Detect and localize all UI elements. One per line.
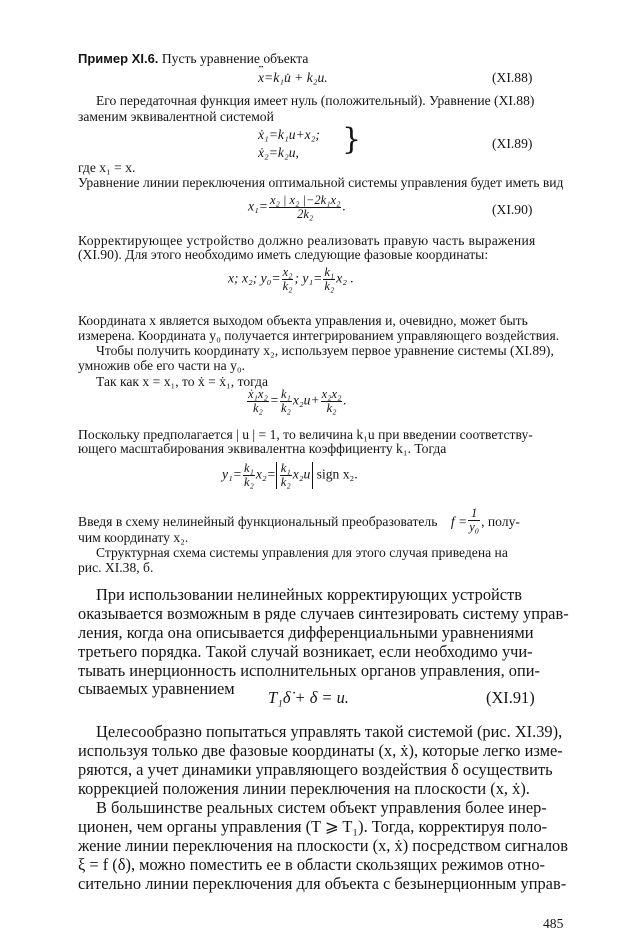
paragraph-9b: рис. XI.38, б. [78, 560, 154, 575]
eqA-frac3-den: k₂ [326, 401, 337, 415]
eq88-lhs: ¨ x [258, 70, 264, 85]
eqA-frac2-num: k₁ [280, 387, 291, 401]
body-line-11: В большинстве реальных систем объект управления более инер- [96, 798, 547, 817]
coords-b: ; y₁= [294, 270, 323, 286]
paragraph-7b: ющего масштабирования эквивалентна коэффициенту k₁. Тогда [78, 441, 447, 456]
body-line-1: При использовании нелинейных корректирующих устройств [96, 585, 522, 604]
body-line-5: тывать инерционность исполнительных органов управления, опи- [78, 661, 540, 680]
coords-frac1 [282, 266, 294, 293]
eqA-frac1-num: ẋ₁x₂ [248, 387, 268, 401]
equation-xi88 [258, 70, 328, 85]
paragraph-5: Чтобы получить координату x₂, используем первое уравнение системы (XI.89), [96, 343, 554, 358]
p9-frac-num: 1 [468, 507, 480, 521]
coords-frac1-den: k₂ [282, 279, 293, 293]
coords-c: x₂ . [336, 270, 354, 286]
body-line-9: ряются, а учет динамики управляющего воздействия δ осуществить [78, 760, 553, 779]
equation-xi90: x₁= $\frac{\text{x₂ | x₂ |−2k₁x₂}}{\text{2k₂}}$ . [248, 193, 346, 221]
paragraph-7: Поскольку предполагается | u | = 1, то величина k₁u при введении соответству- [78, 427, 533, 442]
equation-xi91: T₁δ̇ + δ = u. [268, 688, 349, 707]
p9-end: , полу- [481, 514, 520, 529]
eq90-numerator: x₂ | x₂ |−2k₁x₂ [269, 193, 341, 207]
eqA-frac3-num: x₂x₂ [321, 387, 342, 401]
body-line-15: сительно линии переключения для объекта с безынерционным управ- [78, 874, 567, 893]
eqB-mid: x₂= [255, 466, 276, 482]
coords-frac2 [323, 266, 335, 293]
paragraph-5b: умножив обе его части на y₀. [78, 358, 246, 373]
eqA-frac1 [247, 388, 269, 415]
right-brace-icon: } [342, 122, 362, 157]
equation-b [222, 462, 358, 489]
body-line-6: сываемых уравнением [78, 679, 235, 698]
eqA-frac2-den: k₂ [280, 401, 291, 415]
body-line-8: используя только две фазовые координаты (x, ẋ), которые легко изме- [78, 741, 563, 760]
eq89-number: (XI.89) [492, 136, 533, 151]
eqB-frac2 [280, 462, 292, 489]
eqB-frac1-den: k₂ [243, 475, 254, 489]
page-number: 485 [543, 916, 564, 931]
p9-text: Введя в схему нелинейный функциональный преобразователь [78, 514, 438, 529]
eq90-denominator: 2k₂ [297, 207, 314, 221]
p9-frac-den: y₀ [469, 520, 480, 534]
paragraph-1: Его передаточная функция имеет нуль (положительный). Уравнение (XI.88) [96, 93, 535, 108]
paragraph-9: Структурная схема системы управления для этого случая приведена на [96, 545, 508, 560]
eq89-line1: ẋ₁=k₁u+x₂; [258, 127, 320, 142]
eqA-mid: x₂u+ [292, 392, 320, 408]
p9-f: f = [450, 514, 468, 529]
phase-coordinates [228, 266, 354, 293]
paragraph-1b: заменим эквивалентной системой [78, 109, 274, 124]
paragraph-8b: чим координату x₂. [78, 530, 189, 545]
eq88-number: (XI.88) [492, 70, 533, 85]
paragraph-3: Корректирующее устройство должно реализовать правую часть выражения [78, 233, 536, 248]
coords-frac1-num: x₂ [282, 265, 293, 279]
eqA-eq: = [269, 392, 279, 408]
eq89-line2: ẋ₂=k₂u, [258, 145, 299, 160]
eqB-absolute [276, 462, 313, 489]
body-line-13: жение линии переключения на плоскости (x, ẋ) посредством сигналов [78, 836, 568, 855]
paragraph-4b: измерена. Координата y₀ получается интегрированием управляющего воздействия. [78, 328, 560, 343]
example-title: Пример XI.6. [78, 51, 159, 66]
eq91-number: (XI.91) [486, 688, 535, 707]
paragraph-6: Так как x = x₁, то ẋ = ẋ₁, тогда [96, 374, 268, 389]
eq90-lhs: x₁= [248, 198, 268, 214]
eqA-frac1-den: k₂ [252, 401, 263, 415]
eqB-frac1-num: k₁ [243, 461, 254, 475]
eqB-inner: x₂u [292, 466, 311, 482]
equation-a [246, 388, 347, 415]
eqA-end: . [343, 392, 347, 408]
body-line-14: ξ = f (δ), можно поместить ее в области скользящих режимов отно- [78, 855, 545, 874]
paragraph-3b: (XI.90). Для этого необходимо иметь следующие фазовые координаты: [78, 247, 489, 262]
eqB-frac1 [243, 462, 255, 489]
body-line-2: оказывается возможным в ряде случаев синтезировать систему управ- [78, 604, 569, 623]
body-line-7: Целесообразно попытаться управлять такой системой (рис. XI.39), [96, 722, 563, 741]
eqA-frac2 [280, 388, 292, 415]
body-line-12: ционен, чем органы управления (T ⩾ T₁). Тогда, корректируя поло- [78, 817, 548, 836]
eqB-lhs: y₁= [222, 466, 242, 482]
p9-fraction [468, 507, 480, 534]
eqB-frac2-den: k₂ [280, 475, 291, 489]
coords-frac2-num: k₁ [324, 265, 335, 279]
eqB-end: sign x₂. [316, 466, 358, 482]
coords-frac2-den: k₂ [324, 279, 335, 293]
eq90-fraction [269, 194, 342, 221]
body-line-4: третьего порядка. Такой случай возникает, если необходимо учи- [78, 642, 533, 661]
paragraph-2: Уравнение линии переключения оптимальной системы управления будет иметь вид [78, 175, 564, 190]
eq88-rhs: =k₁u̇ + k₂u. [264, 70, 328, 85]
body-line-10: коррекцией положения линии переключения на плоскости (x, ẋ). [78, 779, 530, 798]
eqB-frac2-num: k₁ [280, 461, 291, 475]
example-heading [78, 51, 308, 66]
paragraph-4: Координата x является выходом объекта управления и, очевидно, может быть [78, 313, 528, 328]
body-line-3: ления, когда она описывается дифференциальными уравнениями [78, 623, 534, 642]
example-intro: Пусть уравнение объекта [161, 51, 309, 66]
coords-a: x; x₂; y₀= [228, 270, 281, 286]
eq90-number: (XI.90) [492, 202, 533, 217]
where-line: где x₁ = x. [78, 160, 136, 175]
eqA-frac3 [321, 388, 343, 415]
